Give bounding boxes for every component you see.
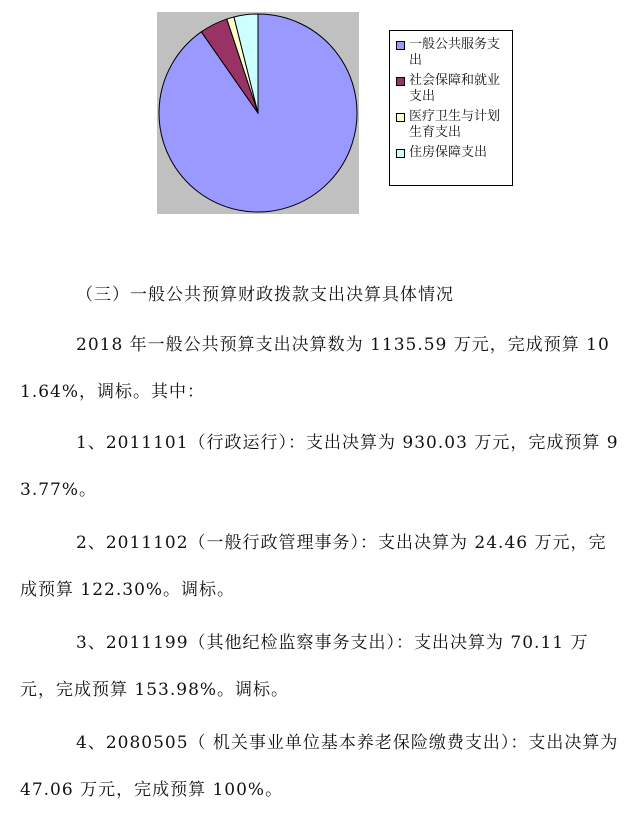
- legend-swatch: [396, 113, 405, 122]
- legend-item: [396, 73, 508, 105]
- legend-label: 社会保障和就业支出: [409, 73, 501, 104]
- legend-label: 一般公共服务支出: [409, 37, 501, 68]
- pie-chart-plot-area: [157, 12, 359, 214]
- item-paragraph-1: 1、2011101（行政运行）：支出决算为 930.03 万元，完成预算 93.77%。: [20, 433, 619, 500]
- legend-swatch: [396, 41, 405, 50]
- legend-swatch: [396, 77, 405, 86]
- section-heading: （三）一般公共预算财政拨款支出决算具体情况: [76, 285, 454, 305]
- legend-swatch: [396, 149, 405, 158]
- legend-item: [396, 109, 508, 141]
- legend-label: 住房保障支出: [409, 145, 488, 160]
- legend-item: [396, 37, 508, 69]
- summary-paragraph: 2018 年一般公共预算支出决算数为 1135.59 万元，完成预算 101.64%，调标。其中：: [20, 335, 610, 402]
- legend-item: [396, 145, 508, 161]
- chart-legend: [389, 30, 513, 186]
- legend-label: 医疗卫生与计划生育支出: [409, 109, 501, 140]
- pie-chart: [157, 12, 359, 214]
- item-paragraph-2: 2、2011102（一般行政管理事务）：支出决算为 24.46 万元，完成预算 122.30%。调标。: [20, 533, 607, 600]
- item-paragraph-3: 3、2011199（其他纪检监察事务支出）：支出决算为 70.11 万元，完成预算 153.98%。调标。: [20, 633, 589, 700]
- item-paragraph-4: 4、2080505（ 机关事业单位基本养老保险缴费支出）：支出决算为 47.06 万元，完成预算 100%。: [20, 733, 619, 800]
